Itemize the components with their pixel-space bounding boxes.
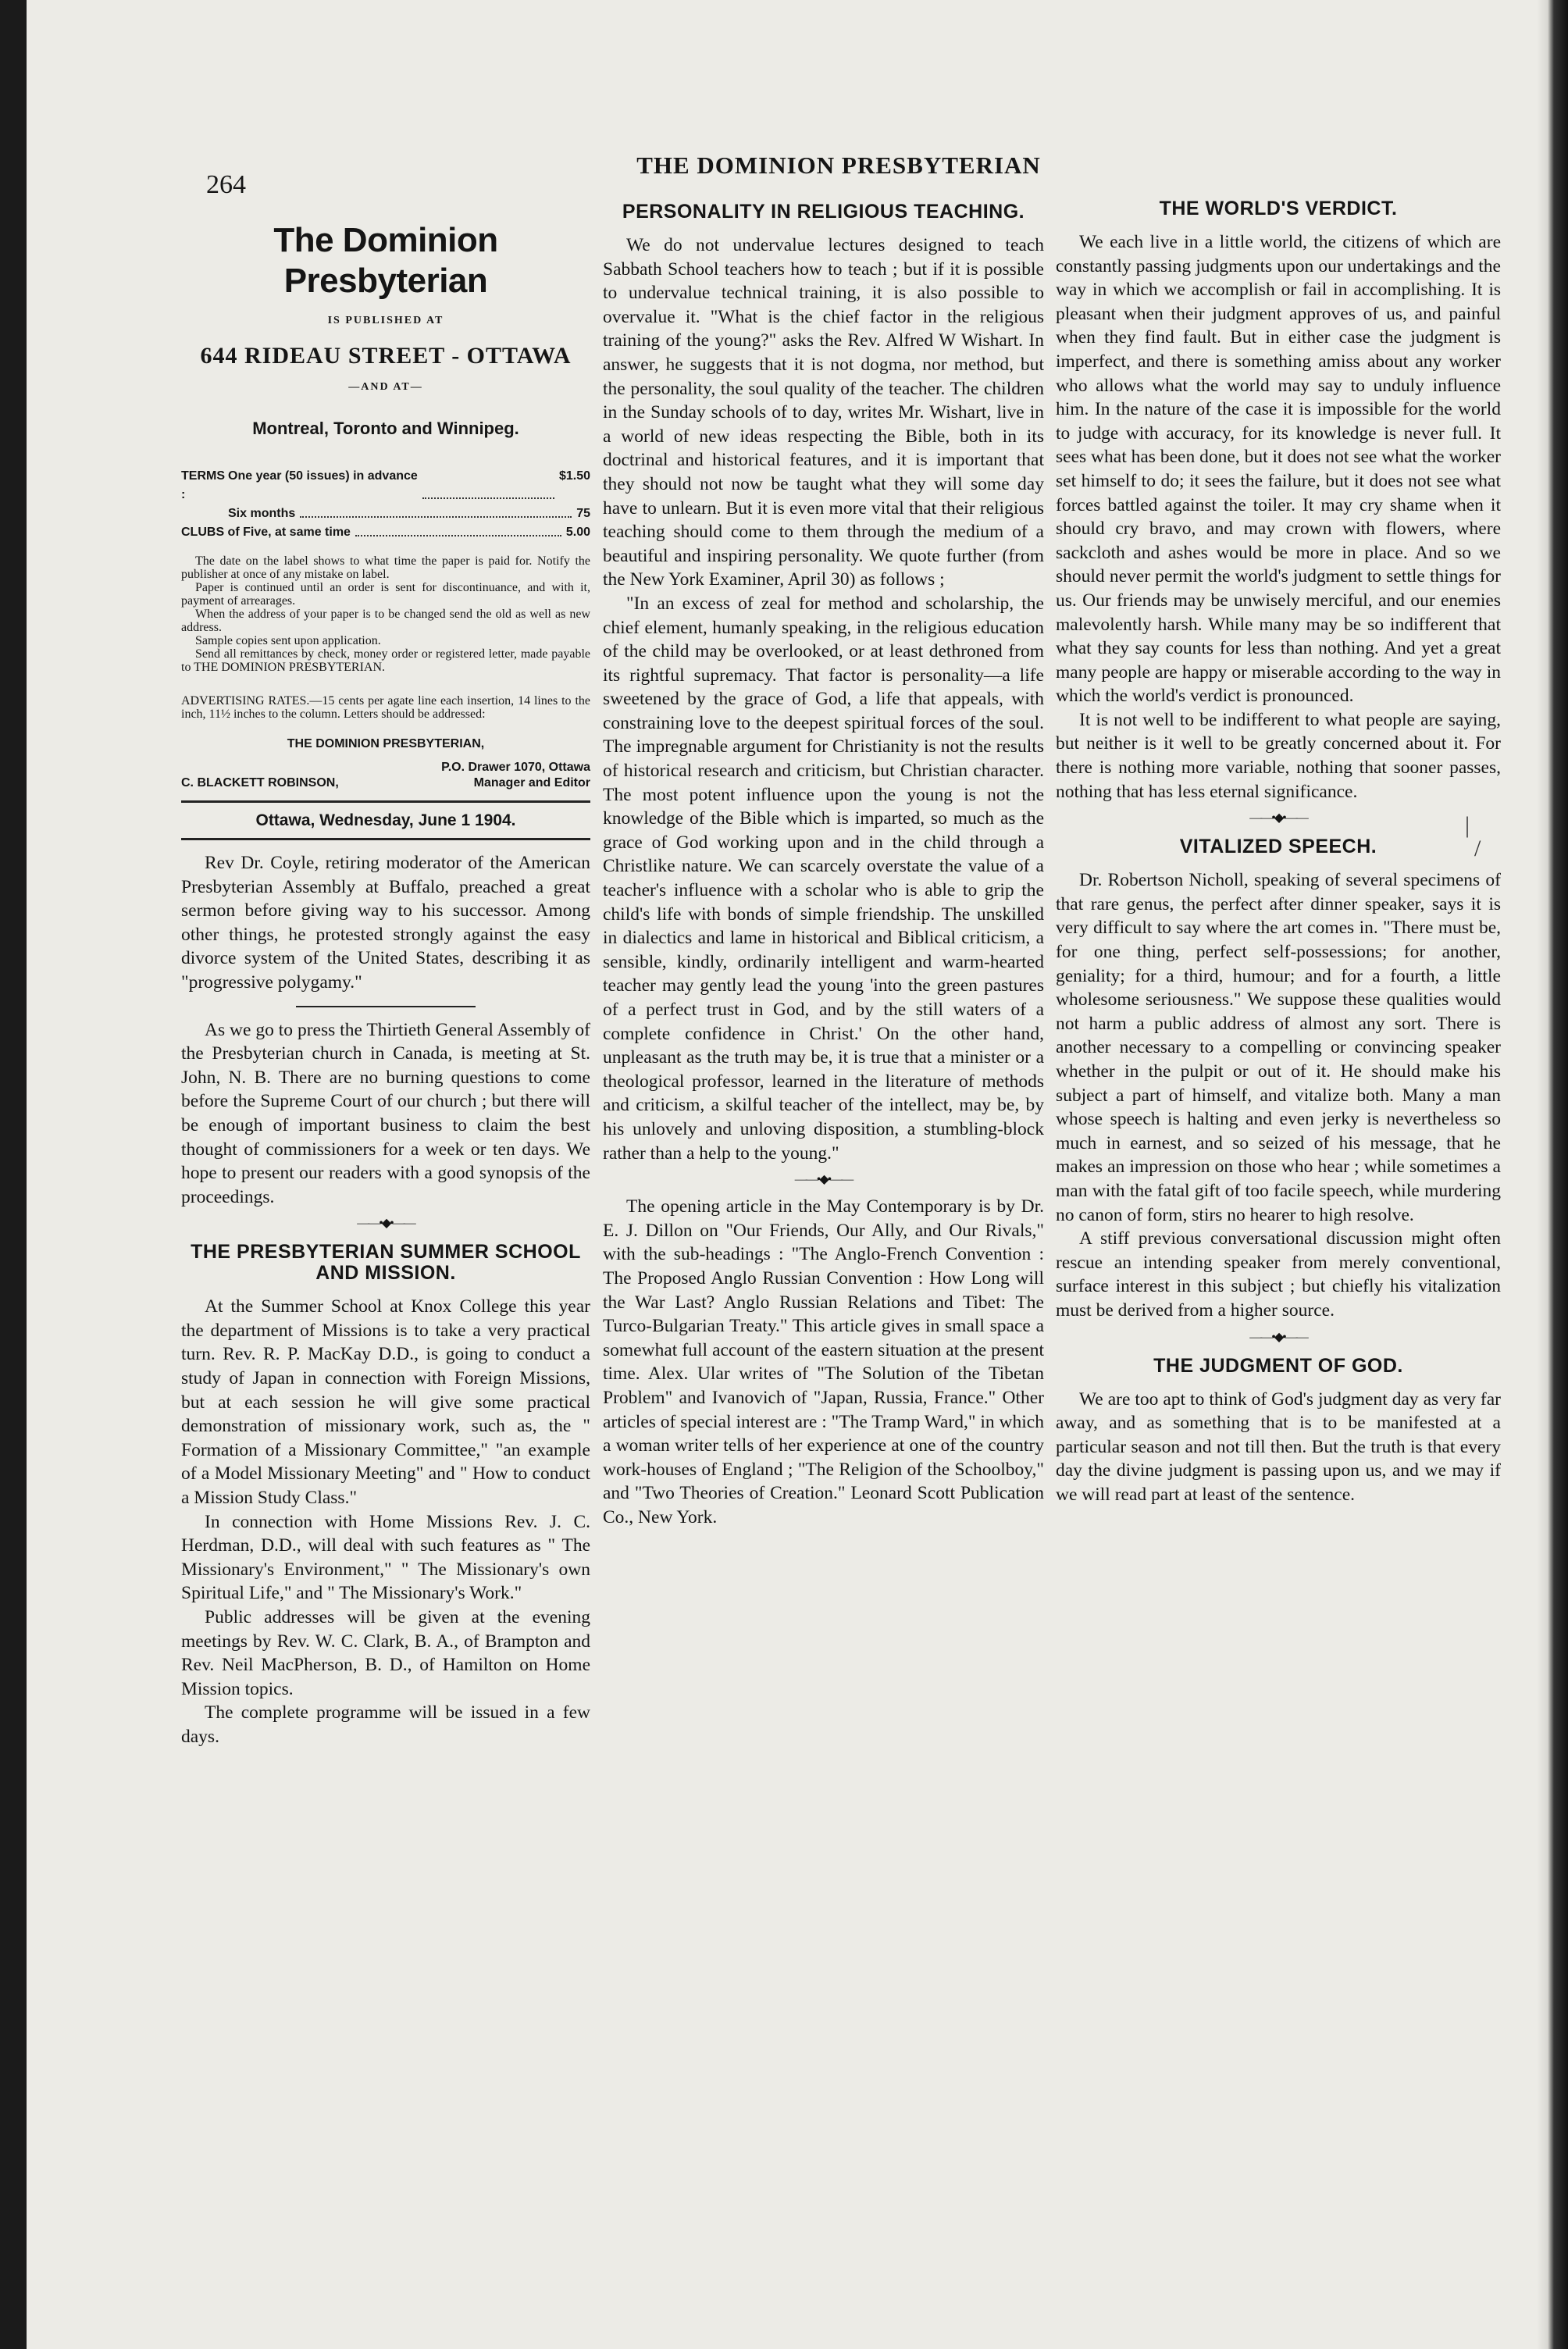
headline-personality: PERSONALITY IN RELIGIOUS TEACHING. — [622, 201, 1025, 223]
paragraph-assembly: As we go to press the Thirtieth General Assembly of the Presbyterian church in Canada, is meeting at St. John, N. B. There are no burning questions to come before the Supreme Court of our church ; but there will be enough of important business to claim the best thought of commissioners for a week or ten days. We hope to present our readers with a good synopsis of the proceedings. — [181, 1019, 590, 1207]
masthead-published-at: IS PUBLISHED AT — [327, 315, 444, 326]
terms-price: $1.50 — [558, 469, 590, 483]
column-3 — [1056, 184, 1501, 1507]
headline-summer-school: THE PRESBYTERIAN SUMMER SCHOOL AND MISSION. — [191, 1241, 581, 1285]
editor-role: Manager and Editor — [473, 776, 590, 790]
headline-worlds-verdict: THE WORLD'S VERDICT. — [1159, 198, 1398, 219]
paragraph-summer: At the Summer School at Knox College this year the department of Missions is to take a very practical turn. Rev. R. P. MacKay D.D., is going to conduct a study of Japan in connection with Foreign Missions, but at each session he will give some practical demonstration of missionary work, such as, the " Formation of a Missionary Committee," "an example of a Model Missionary Meeting" and " How to conduct a Mission Study Class." — [181, 1296, 590, 1509]
notice: Send all remittances by check, money order or registered letter, made payable to THE DOMINION PRESBYTERIAN. — [181, 647, 590, 675]
headline-judgment-of-god: THE JUDGMENT OF GOD. — [1153, 1354, 1403, 1377]
masthead-title: The Dominion Presbyterian — [273, 221, 498, 300]
paragraph-contemporary: The opening article in the May Contemporary is by Dr. E. J. Dillon on "Our Friends, Our Ally, and Our Rivals," with the sub-headings : "The Anglo-French Convention : The Proposed Anglo Russian Convention : How Long will the War Last? Anglo Russian Relations and Tibet: The Turco-Bulgarian Treaty." This article gives in small space a somewhat full account of the eastern situation at the present time. Alex. Ular writes of "The Solution of the Tibetan Problem" and Ivanovich of "Japan, Russia, France." Other articles of special interest are : "The Tramp Ward," in which a woman writer tells of her experience at one of the country work-houses of England ; "The Religion of the Schoolboy," and "Two Theories of Creation." Leonard Scott Publication Co., New York. — [603, 1196, 1044, 1527]
scan-right-edge — [1537, 0, 1568, 2349]
terms-price: 75 — [576, 507, 590, 521]
paragraph-personality: "In an excess of zeal for method and scholarship, the chief element, humanly speaking, in the religious education of the child may be overlooked, or at least dethroned from its rightful supremacy. That factor is personality—a life sweetened by the grace of God, a life that appeals, with constraining love to the deepest spiritual forces of the soul. The impregnable argument for Christianity is not the results of historical research and criticism, but Christian character. The most potent influence upon the young is not the knowledge of the Bible which is imparted, so much as the grace of God working upon and in the child through a Christlike nature. We can scarcely overstate the value of a teacher's influence with a scholar who is able to grip the child's life with bonds of simple friendship. The unskilled in dialectics and lame in historical and Biblical criticism, a sensible, kindly, ordinarily intelligent and warm-hearted teacher may gently lead the young 'into the green pastures of a perfect trust in God, and by the still waters of a complete confidence in Christ.' On the other hand, unpleasant as the truth may be, it is true that a minister or a theological professor, learned in the literature of methods and criticism, a skilful teacher of the intellect, may be, by his unlovely and unloving disposition, a stumbling-block rather than a help to the young." — [603, 593, 1044, 1164]
notice: When the address of your paper is to be changed send the old as well as new address. — [181, 608, 590, 635]
editor-line — [181, 775, 590, 791]
ornament-divider: ——•◆•—— — [357, 1217, 415, 1231]
terms-row — [181, 504, 590, 523]
paragraph-verdict: We each live in a little world, the citizens of which are constantly passing judgments upon our undertakings and the way in which we accomplish or fail in accomplishing. It is pleasant when their judgment approves of us, and painful when they find fault. But in either case the judgment is imperfect, and there is something amiss about any worker who allows what the world may say to unduly influence him. In the nature of the case it is impossible for the world to judge with accuracy, for its knowledge is never full. It sees what has been done, but it does not see what the worker set himself to do; it sees the failure, but it does not see what forces battled against the toiler. It may cry shame when it should cry bravo, and may crown with flowers, where sackcloth and ashes would be more in place. And so we should never permit the world's judgment to settle things for us. Our friends may be unwisely merciful, and our enemies malevolently harsh. While many may be so indifferent that what they say counts for less than nothing. And yet a great many people are happy or miserable according to the way in which the world's verdict is pronounced. — [1056, 232, 1501, 707]
paragraph-speech: Dr. Robertson Nicholl, speaking of several specimens of that rare genus, the perfect after dinner speaker, says it is very difficult to say where the art comes in. "There must be, for one thing, perfect self-possessions; for another, geniality; for a third, humour; and for a fourth, a little wholesome seriousness." We suppose these qualities would not harm a public address of almost any sort. There is another necessary to a compelling or convincing speaker whether in the pulpit or out of it. He should make his subject a part of himself, and vitalize both. Many a man whose speech is halting and even jerky is nevertheless so much in earnest, and so seized of his message, that he makes an impression on those who hear ; while sometimes a man with the fatal gift of too facile speech, while murdering no canon of form, stirs no hearer to high resolve. — [1056, 870, 1501, 1225]
masthead-address: 644 RIDEAU STREET - OTTAWA — [200, 342, 572, 369]
dot-leader — [355, 523, 561, 536]
paragraph-coyle: Rev Dr. Coyle, retiring moderator of the American Presbyterian Assembly at Buffalo, preached a great sermon before giving way to his successor. Among other things, he protested strongly against the easy divorce system of the United States, describing it as "progressive polygamy." — [181, 852, 590, 993]
addressee: THE DOMINION PRESBYTERIAN, — [287, 737, 485, 751]
paragraph-judgment: We are too apt to think of God's judgment day as very far away, and as something that is to be manifested at a particular season and not till then. But the truth is that every day the divine judgment is passing upon us, and we may if we will read part at least of the sentence. — [1056, 1388, 1501, 1505]
margin-mark: | — [1465, 812, 1470, 838]
subscription-notices — [181, 554, 590, 674]
terms-price: 5.00 — [565, 526, 590, 540]
terms-row — [181, 467, 590, 504]
mailing-address — [181, 736, 590, 791]
subscription-terms — [181, 467, 590, 542]
paragraph-summer: In connection with Home Missions Rev. J. C. Herdman, D.D., will deal with such features as " The Missionary's Environment," " The Missionary's own Spiritual Life," and " The Missionary's Work." — [181, 1511, 590, 1604]
column-1 — [181, 184, 590, 1749]
editor-name: C. BLACKETT ROBINSON, — [181, 776, 339, 790]
notice: Sample copies sent upon application. — [195, 634, 381, 648]
issue-dateline: Ottawa, Wednesday, June 1 1904. — [181, 800, 590, 840]
advertising-rates: ADVERTISING RATES.—15 cents per agate line each insertion, 14 lines to the inch, 11½ inches to the column. Letters should be addressed: — [181, 694, 590, 722]
masthead-and-at: —AND AT— — [348, 381, 423, 394]
ornament-divider: ——•◆•—— — [794, 1173, 853, 1187]
po-drawer: P.O. Drawer 1070, Ottawa — [441, 761, 590, 775]
terms-row — [181, 523, 590, 542]
margin-mark: / — [1474, 836, 1481, 861]
dot-leader — [300, 504, 572, 518]
paragraph-verdict: It is not well to be indifferent to what people are saying, but neither is it well to be greatly concerned about it. For there is nothing more variable, nothing that sooner passes, nothing that has less eternal significance. — [1056, 709, 1501, 802]
running-head: THE DOMINION PRESBYTERIAN — [636, 151, 1041, 179]
paragraph-summer: The complete programme will be issued in a few days. — [181, 1702, 590, 1747]
dot-leader — [422, 467, 554, 499]
terms-text: Six months — [228, 507, 296, 521]
column-2 — [603, 201, 1044, 1529]
notice: Paper is continued until an order is sent for discontinuance, and with it, payment of arrearages. — [181, 581, 590, 608]
paragraph-summer: Public addresses will be given at the evening meetings by Rev. W. C. Clark, B. A., of Brampton and Rev. Neil MacPherson, B. D., of Hamilton on Home Mission topics. — [181, 1607, 590, 1699]
ornament-divider: ——•◆•—— — [1249, 811, 1307, 825]
paragraph-speech: A stiff previous conversational discussion might often rescue an intending speaker from merely conventional, surface interest in this subject ; but chiefly his vitalization must be derived from a higher source. — [1056, 1228, 1501, 1321]
newspaper-page — [27, 0, 1537, 2349]
ornament-divider: ——•◆•—— — [1249, 1330, 1307, 1344]
terms-label: CLUBS of Five, at same time — [181, 526, 351, 540]
page-number: 264 — [206, 170, 246, 199]
terms-text: One year (50 issues) in advance — [228, 469, 418, 483]
headline-vitalized-speech: VITALIZED SPEECH. — [1179, 836, 1377, 858]
notice: The date on the label shows to what time the paper is paid for. Notify the publisher at once of any mistake on label. — [181, 554, 590, 582]
masthead-cities: Montreal, Toronto and Winnipeg. — [252, 418, 519, 438]
scan-left-edge — [0, 0, 27, 2349]
paragraph-personality: We do not undervalue lectures designed to teach Sabbath School teachers how to teach ; but if it is possible to undervalue technical training, it is also possible to overvalue it. "What is the chief factor in the religious training of the young?" asks the Rev. Alfred W Wishart. In answer, he suggests that it is not dogma, nor method, but the personality, the soul quality of the teacher. The children in the Sunday schools of to day, writes Mr. Wishart, live in a world of new ideas respecting the Bible, both in its doctrinal and historical features, and it is important that they should not now be taught what they will some day have to unlearn. But it is even more vital that their religious teaching should come to them through the medium of a beautiful and inspiring personality. We quote further (from the New York Examiner, April 30) as follows ; — [603, 235, 1044, 590]
divider — [296, 1006, 476, 1007]
terms-label — [181, 504, 228, 523]
terms-label: TERMS : — [181, 469, 225, 502]
